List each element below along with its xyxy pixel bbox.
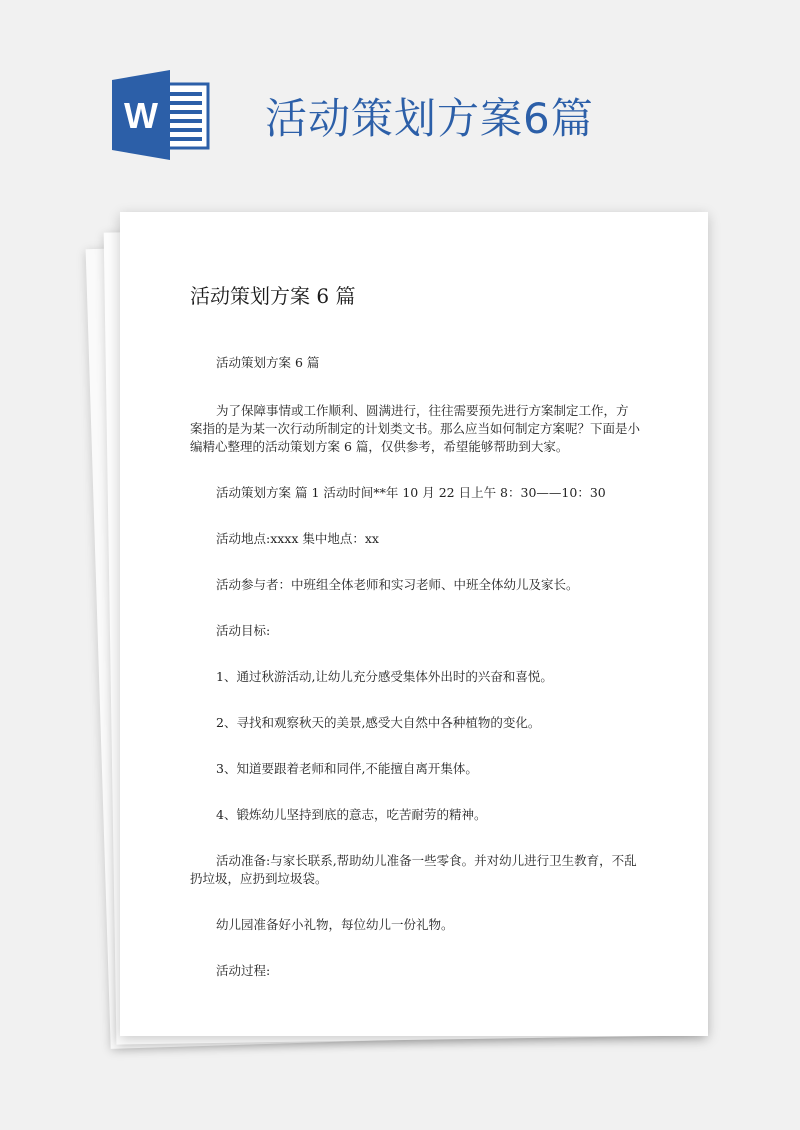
document-title: 活动策划方案 6 篇 <box>190 284 356 308</box>
logo-letter: W <box>124 95 158 136</box>
header-title: 活动策划方案6篇 <box>265 94 594 143</box>
paragraph: 活动地点:xxxx 集中地点：xx <box>216 531 379 546</box>
paragraph: 为了保障事情或工作顺利、圆满进行，往往需要预先进行方案制定工作，方案指的是为某一次行动所制定的计划类文书。那么应当如何制定方案呢？下面是小编精心整理的活动策划方案 6 篇，仅供参考，希望能够帮助到大家。 <box>190 403 641 454</box>
document-page <box>120 212 708 1036</box>
paragraph: 2、寻找和观察秋天的美景,感受大自然中各种植物的变化。 <box>216 715 541 730</box>
paragraph: 活动参与者：中班组全体老师和实习老师、中班全体幼儿及家长。 <box>216 577 579 592</box>
paragraph: 活动策划方案 篇 1 活动时间**年 10 月 22 日上午 8：30——10：30 <box>216 485 606 500</box>
paragraph: 4、锻炼幼儿坚持到底的意志，吃苦耐劳的精神。 <box>216 807 487 822</box>
paragraph: 幼儿园准备好小礼物，每位幼儿一份礼物。 <box>216 917 454 932</box>
paragraph: 活动过程: <box>216 963 271 978</box>
paragraph: 活动策划方案 6 篇 <box>216 355 320 370</box>
paragraph: 3、知道要跟着老师和同伴,不能擅自离开集体。 <box>216 761 478 776</box>
paragraph: 活动目标: <box>216 623 271 638</box>
paragraph: 1、通过秋游活动,让幼儿充分感受集体外出时的兴奋和喜悦。 <box>216 669 553 684</box>
paragraph: 活动准备:与家长联系,帮助幼儿准备一些零食。并对幼儿进行卫生教育，不乱扔垃圾，应扔到垃圾袋。 <box>190 853 637 886</box>
word-document-icon <box>112 70 212 160</box>
